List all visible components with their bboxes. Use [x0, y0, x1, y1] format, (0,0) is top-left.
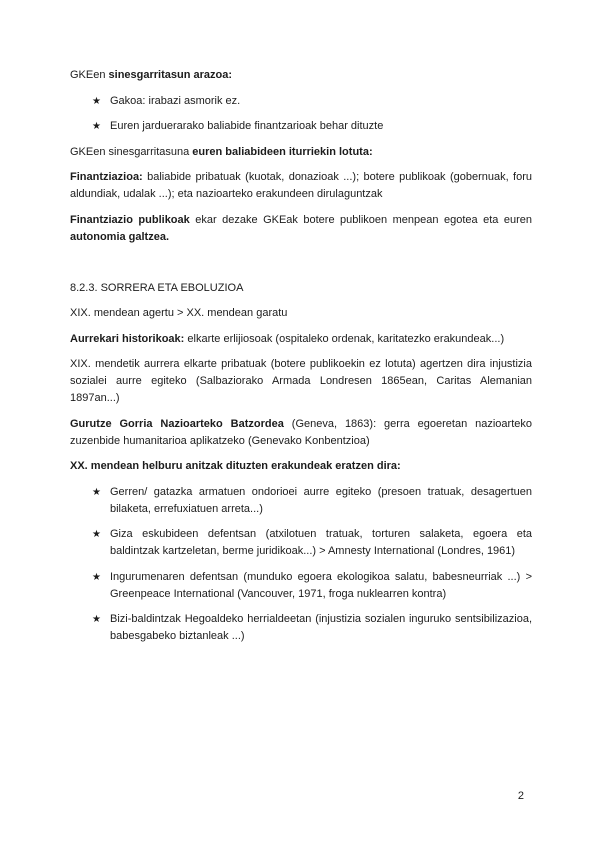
financing-lead-bold: Finantziazioa:	[70, 171, 143, 183]
red-cross-paragraph	[70, 416, 532, 450]
public-financing-paragraph	[70, 212, 532, 246]
public-financing-body: ekar dezake GKEak botere publikoen menpean egotea eta euren	[189, 213, 532, 226]
list-item	[92, 484, 532, 518]
intro-heading-normal: GKEen	[70, 69, 109, 81]
list-item-text: Giza eskubideen defentsan (atxilotuen tratuak, torturen salaketa, egoera eta baldintzak kartzeletan, berme juridikoak...) > Amnesty International (Londres, 1961)	[110, 528, 532, 557]
document-body	[70, 67, 532, 654]
multi-purpose-heading-paragraph: XX. mendean helburu anitzak dituzten erakundeak eratzen dira:	[70, 460, 401, 472]
historical-precedents-lead-bold: Aurrekari historikoak:	[70, 332, 185, 345]
page-number: 2	[517, 790, 524, 802]
star-bullet-icon: ★	[92, 571, 101, 583]
list-item	[92, 569, 532, 603]
list-item	[92, 526, 532, 560]
historical-precedents-body: elkarte erlijiosoak (ospitaleko ordenak, karitatezko erakundeak...)	[184, 332, 505, 345]
red-cross-lead-bold: Gurutze Gorria Nazioarteko Batzordea	[70, 417, 284, 430]
private-associations-paragraph: XIX. mendetik aurrera elkarte pribatuak (botere publikoekin ez lotuta) agertzen dira injustizia sozialei aurre egiteko (Salbaziorako Armada Londresen 1865ean, Caritas Alemanian 1897an...)	[70, 358, 532, 404]
public-financing-end-bold: autonomia galtzea.	[70, 230, 170, 243]
list-item-text: Gerren/ gatazka armatuen ondorioei aurre egiteko (presoen tratuak, desagertuen bilaketa, errefuxiatuen arreta...)	[110, 485, 532, 515]
list-item-text: Euren jarduerarako baliabide finantzarioak behar dituzte	[110, 120, 384, 132]
intro-heading-bold: sinesgarritasun arazoa:	[108, 69, 233, 81]
star-bullet-icon: ★	[92, 486, 101, 498]
historical-precedents-paragraph	[70, 331, 532, 348]
financing-paragraph	[70, 169, 532, 203]
credibility-bold: euren baliabideen iturriekin lotuta:	[192, 145, 373, 158]
red-cross-body: (Geneva, 1863): gerra egoeretan nazioarteko zuzenbide humanitarioa aplikatzeko (Genevako Konbentzioa)	[70, 417, 532, 447]
financing-body: baliabide pribatuak (kuotak, donazioak ...); botere publikoak (gobernuak, foru aldundiak, udalak ...); eta nazioarteko erakundeen dirulaguntzak	[70, 171, 532, 200]
credibility-normal: GKEen sinesgarritasuna	[70, 145, 193, 158]
list-item-text: Ingurumenaren defentsan (munduko egoera ekologikoa salatu, babesneurriak ...) > Greenpeace International (Vancouver, 1971, froga nuklearren kontra)	[110, 570, 532, 600]
star-bullet-icon: ★	[92, 529, 101, 540]
list-item	[92, 611, 532, 645]
star-bullet-icon: ★	[92, 121, 101, 132]
credibility-paragraph	[70, 144, 532, 161]
public-financing-lead-bold: Finantziazio publikoak	[70, 213, 190, 226]
list-item-text: Gakoa: irabazi asmorik ez.	[110, 94, 241, 107]
list-item-text: Bizi-baldintzak Hegoaldeko herrialdeetan (injustizia sozialen inguruko sentsibilizazioa, babesgabeko biztanleak ...)	[110, 613, 532, 642]
list-item	[92, 118, 532, 135]
section-heading: 8.2.3. SORRERA ETA EBOLUZIOA	[70, 281, 244, 294]
star-bullet-icon: ★	[92, 95, 101, 107]
century-paragraph: XIX. mendean agertu > XX. mendean garatu	[70, 307, 288, 319]
intro-heading-paragraph	[70, 67, 532, 84]
list-item	[92, 93, 532, 110]
star-bullet-icon: ★	[92, 614, 101, 625]
